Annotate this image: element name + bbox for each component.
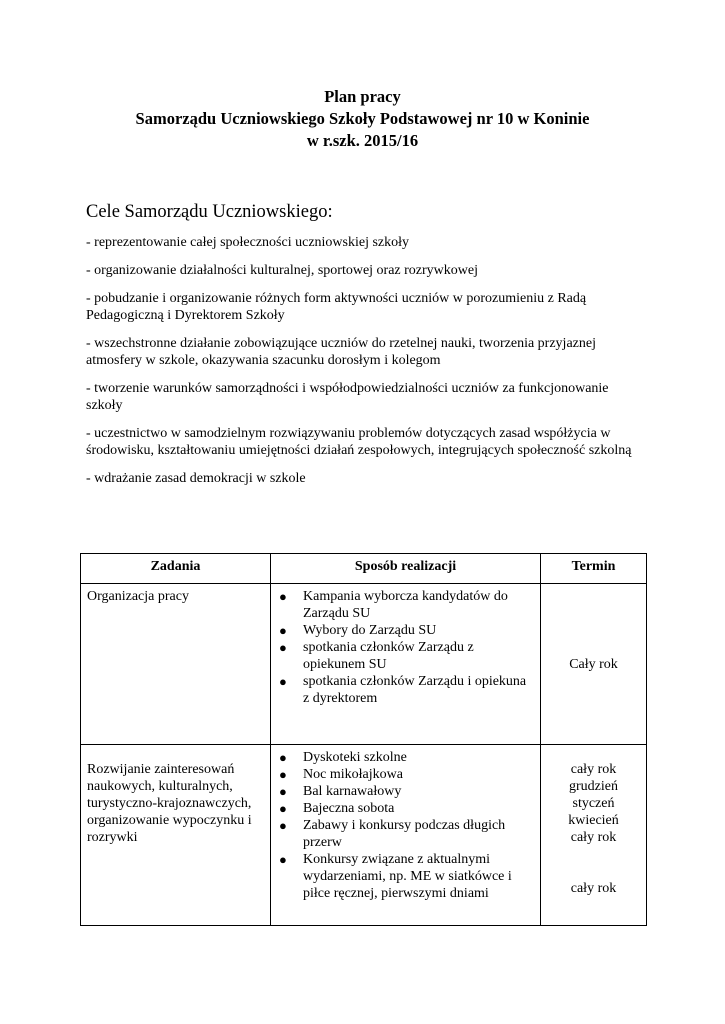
header-tasks: Zadania xyxy=(81,554,271,584)
task-cell: Rozwijanie zainteresowań naukowych, kulturalnych, turystyczno-krajoznawczych, organizowanie wypoczynku i rozrywki xyxy=(81,745,271,926)
bullet-icon: ● xyxy=(279,623,287,638)
list-item: ● Konkursy związane z aktualnymi wydarzeniami, np. ME w siatkówce i piłce ręcznej, pierwszymi dniami xyxy=(279,852,512,901)
list-item: ● Wybory do Zarządu SU xyxy=(279,623,437,638)
table-row xyxy=(81,745,647,926)
goal-item: - pobudzanie i organizowanie różnych form aktywności uczniów w porozumieniu z Radą Pedagogiczną i Dyrektorem Szkoły xyxy=(86,291,587,323)
method-list xyxy=(277,749,534,902)
list-item: ● spotkania członków Zarządu i opiekuna z dyrektorem xyxy=(279,674,527,706)
table-row xyxy=(81,584,647,745)
bullet-icon: ● xyxy=(279,801,287,816)
list-item: ● spotkania członków Zarządu z opiekunem SU xyxy=(279,640,474,672)
bullet-icon: ● xyxy=(279,640,287,655)
term-cell xyxy=(541,745,647,926)
goal-item: - uczestnictwo w samodzielnym rozwiązywaniu problemów dotyczących zasad współżycia w środowisku, kształtowaniu umiejętności działań zespołowych, integrujących społeczność szkolną xyxy=(86,426,632,458)
bullet-icon: ● xyxy=(279,784,287,799)
task-cell: Organizacja pracy xyxy=(81,584,271,745)
header-term: Termin xyxy=(541,554,647,584)
method-cell xyxy=(271,745,541,926)
list-item: ● Bajeczna sobota xyxy=(279,801,395,816)
goal-item: - tworzenie warunków samorządności i współodpowiedzialności uczniów za funkcjonowanie szkoły xyxy=(86,381,609,413)
bullet-icon: ● xyxy=(279,767,287,782)
bullet-icon: ● xyxy=(279,589,287,604)
goals-heading: Cele Samorządu Uczniowskiego: xyxy=(86,202,333,222)
title-line-1: Plan pracy xyxy=(324,87,401,106)
title-line-3: w r.szk. 2015/16 xyxy=(306,131,419,150)
bullet-icon: ● xyxy=(279,818,287,833)
table-header-row xyxy=(81,554,647,584)
term-entry: cały rok xyxy=(570,762,617,777)
list-item: ● Noc mikołajkowa xyxy=(279,767,403,782)
bullet-icon: ● xyxy=(279,750,287,765)
list-item: ● Kampania wyborcza kandydatów do Zarządu SU xyxy=(279,589,508,621)
method-list xyxy=(277,588,534,707)
document-title xyxy=(0,86,725,152)
goal-item: - wszechstronne działanie zobowiązujące uczniów do rzetelnej nauki, tworzenia przyjaznej atmosfery w szkole, okazywania szacunku dorosłym i kolegom xyxy=(86,336,596,368)
goal-item: - reprezentowanie całej społeczności uczniowskiej szkoły xyxy=(86,235,410,250)
term-entry: kwiecień xyxy=(568,813,619,828)
list-item: ● Dyskoteki szkolne xyxy=(279,750,407,765)
list-item: ● Bal karnawałowy xyxy=(279,784,402,799)
term-cell: Cały rok xyxy=(541,584,647,745)
bullet-icon: ● xyxy=(279,852,287,867)
title-line-2: Samorządu Uczniowskiego Szkoły Podstawowej nr 10 w Koninie xyxy=(135,109,590,128)
term-entry: grudzień xyxy=(569,779,618,794)
plan-table xyxy=(80,553,647,926)
term-entry: cały rok xyxy=(570,881,617,896)
term-spacer xyxy=(547,846,640,880)
goal-item: - organizowanie działalności kulturalnej, sportowej oraz rozrywkowej xyxy=(86,263,478,278)
goal-item: - wdrażanie zasad demokracji w szkole xyxy=(86,471,306,486)
header-method: Sposób realizacji xyxy=(271,554,541,584)
bullet-icon: ● xyxy=(279,674,287,689)
term-entry: cały rok xyxy=(570,830,617,845)
goals-list xyxy=(86,234,646,498)
list-item: ● Zabawy i konkursy podczas długich przerw xyxy=(279,818,506,850)
method-cell xyxy=(271,584,541,745)
term-entry: styczeń xyxy=(572,796,615,811)
